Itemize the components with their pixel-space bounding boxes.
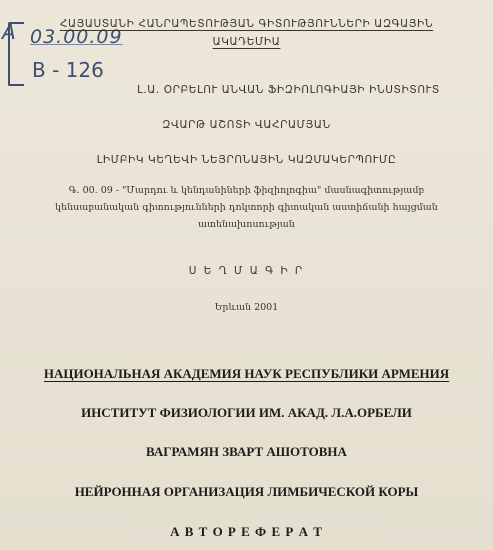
armenian-abstract-label: Ս Ե Ղ Մ Ա Գ Ի Ր (188, 265, 305, 277)
armenian-city-year: Երևան 2001 (214, 302, 279, 313)
handwritten-shelf-number: B - 126 (32, 58, 104, 82)
armenian-specialty-line3: ատենախոսության (198, 219, 295, 230)
armenian-specialty-line1: Գ. 00. 09 - "Մարդու և կենդանիների ֆիզիոլոգիա" մասնագիտությամբ (68, 185, 425, 196)
armenian-author: ԶՎԱՐԹ ԱՇՈՏԻ ՎԱՀՐԱՄՅԱՆ (162, 119, 331, 131)
armenian-institute: Լ.Ա. ՕՐԲԵԼՈՒ ԱՆՎԱՆ ՖԻԶԻՈԼՈԳԻԱՅԻ ԻՆՍՏԻՏՈՒՏ (137, 84, 440, 96)
armenian-academy-line1: ՀԱՅԱՍՏԱՆԻ ՀԱՆՐԱՊԵՏՈՒԹՅԱՆ ԳԻՏՈՒԹՅՈՒՆՆԵՐԻ ԱԶԳԱՅԻՆ (59, 18, 434, 30)
handwritten-code: 03.00.09 (30, 26, 123, 48)
armenian-title: ԼԻՄԲԻԿ ԿԵՂԵՎԻ ՆԵՅՐՈՆԱՅԻՆ ԿԱԶՄԱԿԵՐՊՈՒՄԸ (96, 154, 397, 166)
russian-abstract-label: А В Т О Р Е Ф Е Р А Т (170, 524, 323, 539)
armenian-specialty-line2: կենսաբանական գիտությունների դոկտորի գիտական աստիճանի հայցման (55, 202, 438, 213)
russian-title: НЕЙРОННАЯ ОРГАНИЗАЦИЯ ЛИМБИЧЕСКОЙ КОРЫ (74, 484, 419, 499)
russian-author: ВАГРАМЯН ЗВАРТ АШОТОВНА (146, 444, 347, 459)
russian-institute: ИНСТИТУТ ФИЗИОЛОГИИ ИМ. АКАД. Л.А.ОРБЕЛИ (81, 405, 412, 420)
armenian-academy-line2: ԱԿԱԴԵՄԻԱ (212, 36, 281, 48)
russian-academy: НАЦИОНАЛЬНАЯ АКАДЕМИЯ НАУК РЕСПУБЛИКИ АРМЕНИЯ (43, 366, 450, 381)
handwritten-letter: A (2, 20, 16, 44)
